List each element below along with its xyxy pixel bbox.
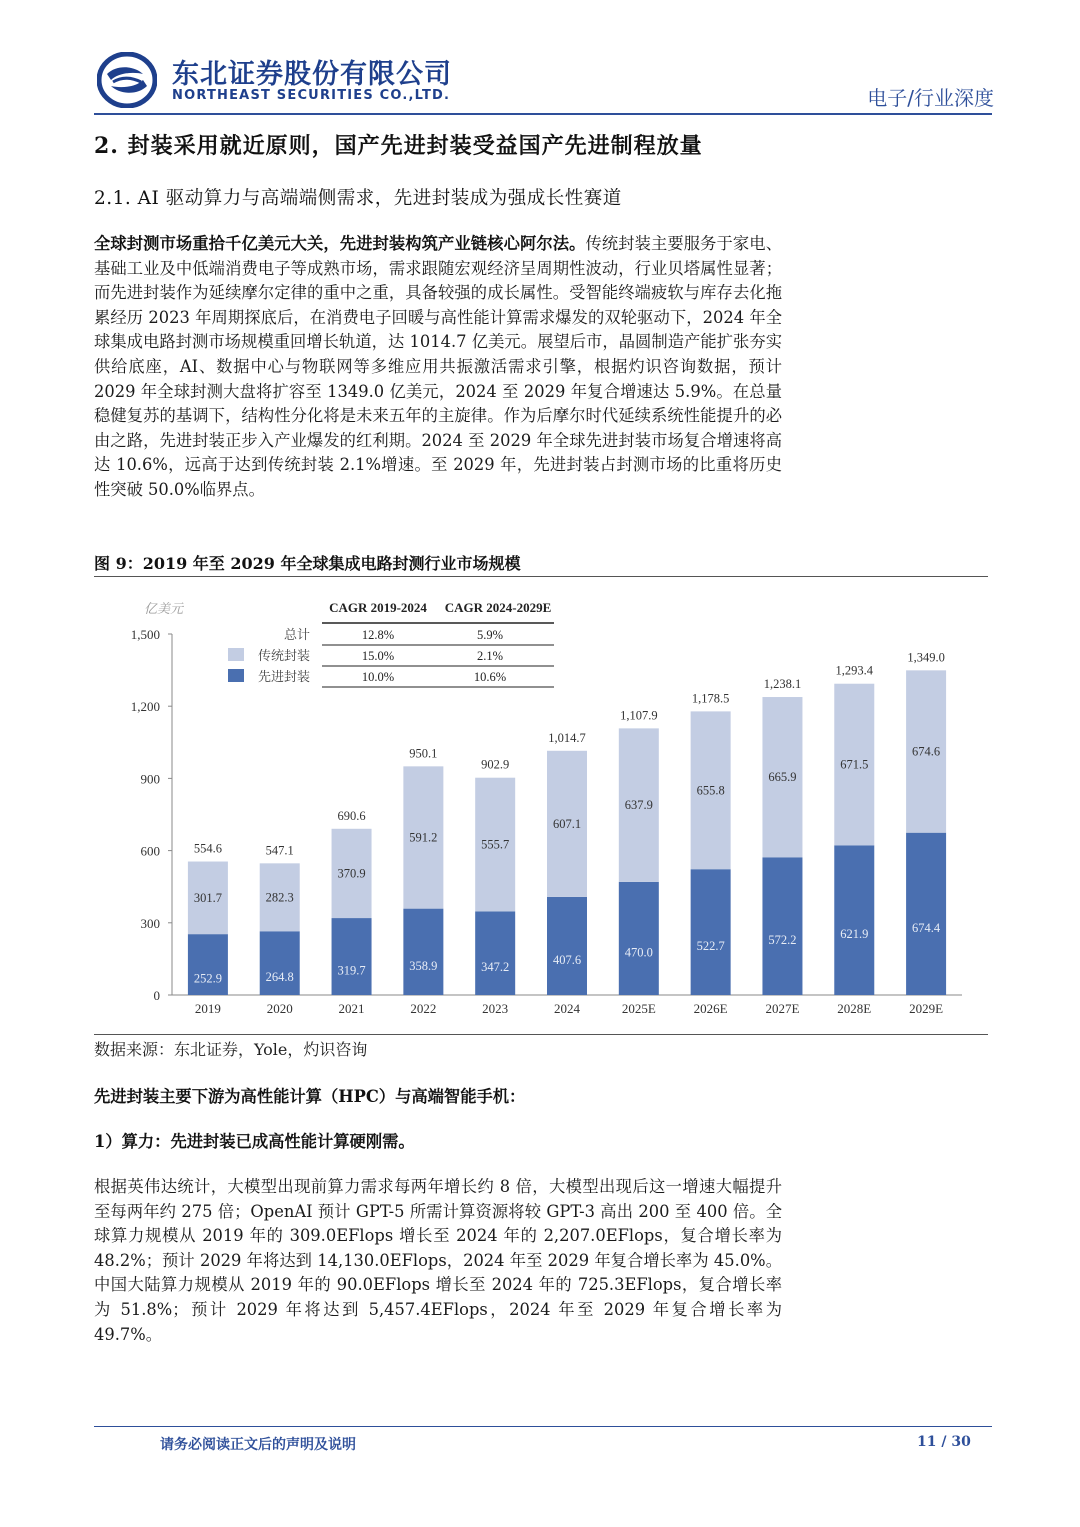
total-value-label: 690.6 <box>337 808 366 823</box>
total-value-label: 950.1 <box>409 746 438 761</box>
x-tick-label: 2029E <box>909 1001 944 1016</box>
market-size-chart <box>94 577 988 1033</box>
compute-paragraph: 根据英伟达统计，大模型出现前算力需求每两年增长约 8 倍，大模型出现后这一增速大幅提升至每两年约 275 倍；OpenAI 预计 GPT-5 所需计算资源将较 GPT-3 高出 200 至 400 倍。全球算力规模从 2019 年的 309.0EFlops 增长至 2024 年的 2,207.0EFlops，复合增长率为 48.2%；预计 2029 年将达到 14,130.0EFlops，2024 年至 2029 年复合增长率为 45.0%。中国大陆算力规模从 2019 年的 90.0EFlops 增长至 2024 年的 725.3EFlops，复合增长率为 51.8%；预计 2029 年将达到 5,457.4EFlops，2024 年至 2029 年复合增长率为 49.7%。 <box>94 1177 782 1344</box>
traditional-value-label: 665.9 <box>768 770 797 785</box>
compute-subheading: 1）算力：先进封装已成高性能计算硬刚需。 <box>94 1132 415 1151</box>
bar-advanced-2022 <box>403 909 443 995</box>
legend-swatch <box>228 648 244 661</box>
y-tick-label: 1,500 <box>130 627 160 642</box>
x-tick-label: 2023 <box>482 1001 509 1016</box>
y-tick-label: 1,200 <box>130 699 160 715</box>
advanced-value-label: 319.7 <box>337 963 366 978</box>
bar-advanced-2027E <box>762 857 802 995</box>
x-tick-label: 2022 <box>410 1001 437 1016</box>
x-tick-label: 2019 <box>194 1001 221 1016</box>
company-name-cn: 东北证券股份有限公司 <box>172 59 452 90</box>
intro-lead: 全球封测市场重拾千亿美元大关，先进封装构筑产业链核心阿尔法。 <box>94 234 586 253</box>
total-value-label: 1,349.0 <box>907 650 945 665</box>
y-tick-label: 300 <box>140 915 160 931</box>
traditional-value-label: 655.8 <box>696 783 725 798</box>
footer-divider <box>94 1426 992 1427</box>
section-tag: 电子/行业深度 <box>867 86 994 110</box>
advanced-value-label: 264.8 <box>265 970 294 985</box>
x-tick-label: 2028E <box>837 1001 872 1016</box>
advanced-value-label: 572.2 <box>768 933 797 948</box>
x-tick-label: 2027E <box>765 1001 800 1016</box>
intro-body: 传统封装主要服务于家电、基础工业及中低端消费电子等成熟市场，需求跟随宏观经济呈周期性波动，行业贝塔属性显著；而先进封装作为延续摩尔定律的重中之重，具备较强的成长属性。受智能终端疲软与库存去化拖累经历 2023 年周期探底后，在消费电子回暖与高性能计算需求爆发的双轮驱动下，2024 年全球集成电路封测市场规模重回增长轨道，达 1014.7 亿美元。展望后市，晶圆制造产能扩张夯实供给底座，AI、数据中心与物联网等多维应用共振激活需求引擎，根据灼识咨询数据，预计 2029 年全球封测大盘将扩容至 1349.0 亿美元，2024 至 2029 年复合增速达 5.9%。在总量稳健复苏的基调下，结构性分化将是未来五年的主旋律。作为后摩尔时代延续系统性能提升的必由之路，先进封装正步入产业爆发的红利期。2024 至 2029 年全球先进封装市场复合增速将高达 10.6%，远高于达到传统封装 2.1%增速。至 2029 年，先进封装占封测市场的比重将历史性突破 50.0%临界点。 <box>94 234 782 499</box>
traditional-value-label: 637.9 <box>624 798 653 813</box>
figure-source: 数据来源：东北证券，Yole，灼识咨询 <box>94 1040 368 1059</box>
company-name-en: NORTHEAST SECURITIES CO.,LTD. <box>172 88 451 103</box>
bar-advanced-2021 <box>332 918 372 995</box>
y-tick-label: 600 <box>140 843 160 859</box>
advanced-value-label: 358.9 <box>409 958 438 973</box>
total-value-label: 1,014.7 <box>548 730 586 745</box>
bar-advanced-2023 <box>475 911 515 995</box>
bar-advanced-2029E <box>906 833 946 995</box>
bar-advanced-2019 <box>188 934 228 995</box>
advanced-value-label: 347.2 <box>481 960 510 975</box>
bar-advanced-2026E <box>691 869 731 995</box>
advanced-value-label: 522.7 <box>696 939 725 954</box>
total-value-label: 1,293.4 <box>835 663 874 678</box>
legend-label: 总计 <box>283 628 310 643</box>
legend-swatch <box>228 669 244 682</box>
cagr-value: 2.1% <box>476 649 504 663</box>
figure-bottom-rule <box>94 1034 988 1035</box>
traditional-value-label: 591.2 <box>409 830 438 845</box>
bar-advanced-2025E <box>619 882 659 995</box>
total-value-label: 554.6 <box>193 841 222 856</box>
cagr-value: 10.0% <box>361 670 395 684</box>
intro-paragraph <box>94 232 782 503</box>
bar-advanced-2028E <box>834 845 874 995</box>
y-tick-label: 0 <box>153 988 160 1003</box>
traditional-value-label: 671.5 <box>840 757 869 772</box>
cagr-header: CAGR 2024-2029E <box>444 600 552 615</box>
total-value-label: 1,178.5 <box>691 691 730 706</box>
advanced-value-label: 252.9 <box>193 971 222 986</box>
total-value-label: 902.9 <box>481 757 510 772</box>
advanced-value-label: 674.4 <box>912 920 941 935</box>
legend-label: 先进封装 <box>257 670 310 685</box>
cagr-value: 5.9% <box>476 628 504 642</box>
cagr-value: 12.8% <box>361 628 395 642</box>
x-tick-label: 2024 <box>554 1001 580 1016</box>
cagr-header: CAGR 2019-2024 <box>329 600 427 615</box>
bar-advanced-2024 <box>547 897 587 995</box>
company-logo-icon <box>97 52 157 108</box>
traditional-value-label: 674.6 <box>912 744 941 759</box>
section-heading: 2. 封装采用就近原则，国产先进封装受益国产先进制程放量 <box>94 133 703 159</box>
traditional-value-label: 370.9 <box>337 866 366 881</box>
downstream-heading: 先进封装主要下游为高性能计算（HPC）与高端智能手机： <box>94 1087 526 1106</box>
cagr-value: 10.6% <box>473 670 507 684</box>
cagr-value: 15.0% <box>361 649 395 663</box>
x-tick-label: 2025E <box>621 1001 656 1016</box>
x-tick-label: 2026E <box>693 1001 728 1016</box>
bar-advanced-2020 <box>260 931 300 995</box>
header-divider <box>94 113 992 115</box>
advanced-value-label: 407.6 <box>552 952 582 967</box>
total-value-label: 1,238.1 <box>763 677 802 692</box>
footer-disclaimer: 请务必阅读正文后的声明及说明 <box>160 1437 356 1453</box>
x-tick-label: 2021 <box>338 1001 365 1016</box>
traditional-value-label: 607.1 <box>552 816 582 831</box>
traditional-value-label: 301.7 <box>193 890 222 905</box>
total-value-label: 1,107.9 <box>620 708 658 723</box>
advanced-value-label: 621.9 <box>840 927 869 942</box>
traditional-value-label: 555.7 <box>481 837 510 852</box>
legend-label: 传统封装 <box>257 649 310 664</box>
y-tick-label: 900 <box>140 771 160 787</box>
traditional-value-label: 282.3 <box>265 890 294 905</box>
x-tick-label: 2020 <box>266 1001 293 1016</box>
advanced-value-label: 470.0 <box>624 945 653 960</box>
figure-title: 图 9：2019 年至 2029 年全球集成电路封测行业市场规模 <box>94 554 521 573</box>
unit-label: 亿美元 <box>144 601 184 616</box>
total-value-label: 547.1 <box>265 843 294 858</box>
subsection-heading: 2.1. AI 驱动算力与高端端侧需求，先进封装成为强成长性赛道 <box>94 188 622 209</box>
page-number: 11 / 30 <box>917 1434 971 1450</box>
